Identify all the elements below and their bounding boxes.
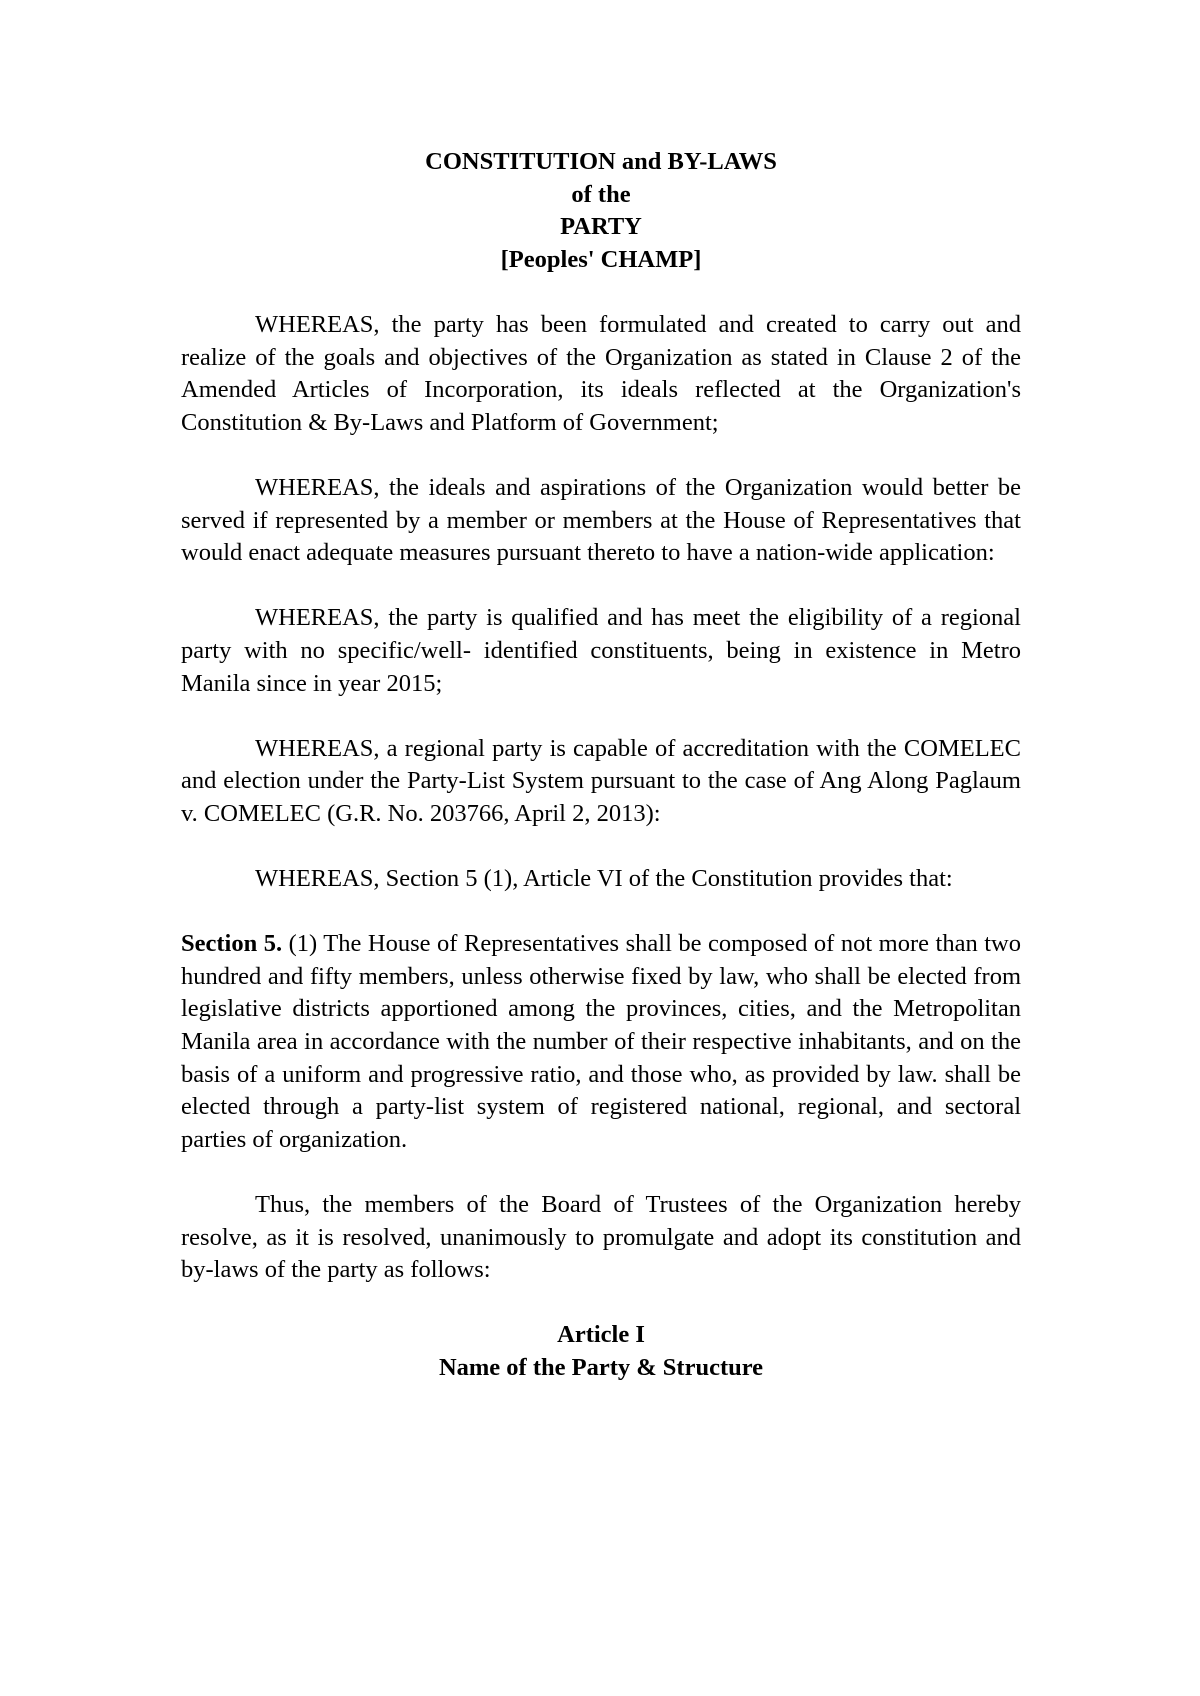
spacer	[181, 700, 1021, 733]
section-5-text: (1) The House of Representatives shall be composed of not more than two hundred and fifty members, unless otherwise fixed by law, who shall be elected from legislative districts apportioned among the provinces, cities, and the Metropolitan Manila area in accordance with the number of their respective inhabitants, and on the basis of a uniform and progressive ratio, and those who, as provided by law. shall be elected through a party-list system of registered national, regional, and sectoral parties of organization.	[181, 930, 1022, 1153]
section-5-quote	[181, 928, 1021, 1156]
section-5-label: Section 5.	[181, 930, 283, 958]
title-line-3: PARTY	[560, 213, 642, 241]
whereas-clause-5: WHEREAS, Section 5 (1), Article VI of the Constitution provides that:	[255, 865, 953, 893]
spacer	[181, 896, 1021, 929]
title-line-2: of the	[571, 180, 631, 208]
spacer	[181, 1156, 1021, 1189]
title-line-1: CONSTITUTION and BY-LAWS	[425, 148, 777, 175]
document-title	[181, 146, 1021, 276]
whereas-clause-3: WHEREAS, the party is qualified and has meet the eligibility of a regional party with no specific/well- identified constituents, being in existence in Metro Manila since in year 2015;	[181, 604, 1021, 697]
spacer	[181, 1287, 1021, 1320]
spacer	[181, 276, 1021, 309]
spacer	[181, 439, 1021, 472]
spacer	[181, 830, 1021, 863]
whereas-clause-4: WHEREAS, a regional party is capable of accreditation with the COMELEC and election under the Party-List System pursuant to the case of Ang Along Paglaum v. COMELEC (G.R. No. 203766, April 2, 2013):	[181, 734, 1021, 827]
article-title: Name of the Party & Structure	[438, 1353, 764, 1381]
article-heading	[181, 1319, 1021, 1384]
document-body	[181, 146, 1021, 1385]
whereas-clause-1: WHEREAS, the party has been formulated and created to carry out and realize of the goals and objectives of the Organization as stated in Clause 2 of the Amended Articles of Incorporation, its ideals reflected at the Organization's Constitution & By-Laws and Platform of Government;	[181, 310, 1021, 436]
resolution-paragraph: Thus, the members of the Board of Trustees of the Organization hereby resolve, as it is resolved, unanimously to promulgate and adopt its constitution and by-laws of the party as follows:	[181, 1191, 1021, 1284]
title-line-4: [Peoples' CHAMP]	[500, 245, 702, 273]
whereas-clause-2: WHEREAS, the ideals and aspirations of the Organization would better be served if represented by a member or members at the House of Representatives that would enact adequate measures pursuant thereto to have a nation-wide application:	[181, 473, 1021, 567]
article-number: Article I	[557, 1321, 645, 1349]
spacer	[181, 570, 1021, 603]
